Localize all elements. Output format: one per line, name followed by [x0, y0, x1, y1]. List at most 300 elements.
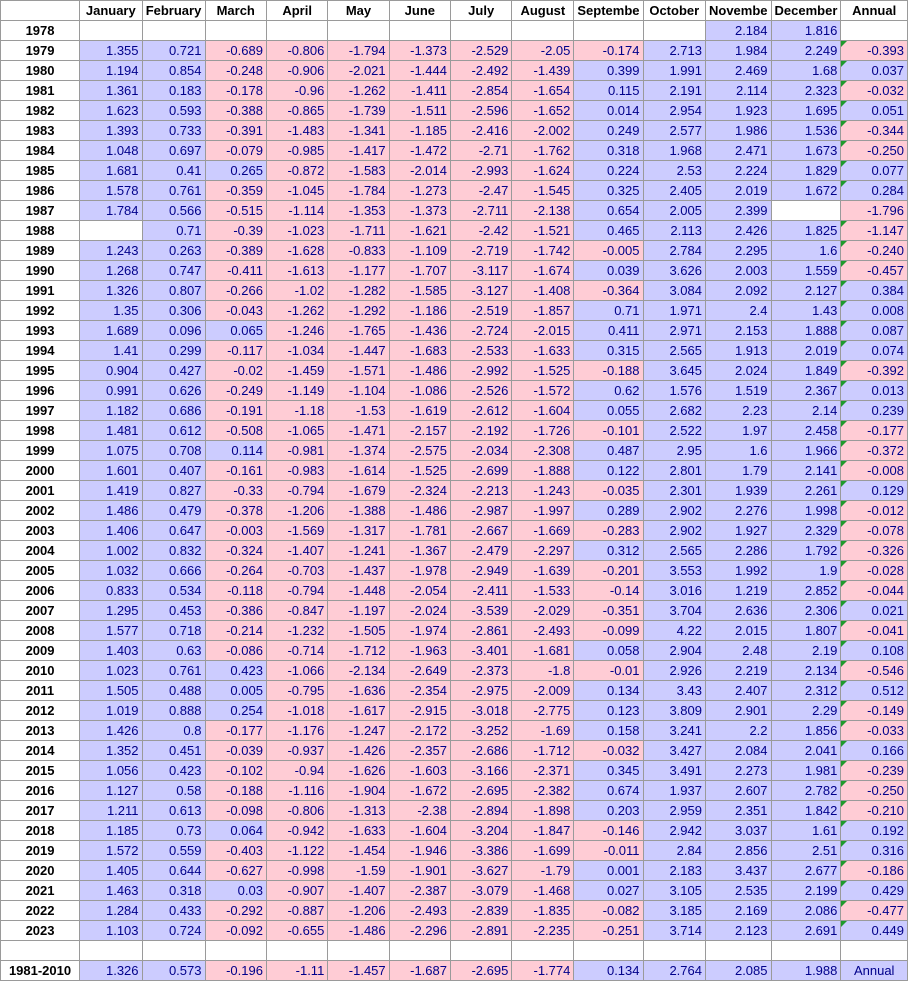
value-cell[interactable]: -0.627 — [205, 861, 266, 881]
baseline-value-cell[interactable]: 0.134 — [574, 961, 643, 981]
value-cell[interactable]: -1.525 — [389, 461, 450, 481]
year-cell[interactable]: 2021 — [1, 881, 80, 901]
value-cell[interactable]: 2.249 — [771, 41, 841, 61]
value-cell[interactable]: 0.058 — [574, 641, 643, 661]
value-cell[interactable]: 2.141 — [771, 461, 841, 481]
value-cell[interactable]: -1.177 — [328, 261, 389, 281]
value-cell[interactable]: 0.991 — [80, 381, 142, 401]
value-cell[interactable]: -1.888 — [512, 461, 574, 481]
value-cell[interactable]: -0.655 — [266, 921, 327, 941]
value-cell[interactable]: 0.249 — [574, 121, 643, 141]
empty-cell[interactable] — [142, 941, 205, 961]
value-cell[interactable]: 0.8 — [142, 721, 205, 741]
year-cell[interactable]: 1981 — [1, 81, 80, 101]
empty-cell[interactable] — [266, 941, 327, 961]
annual-value-cell[interactable]: 0.108 — [841, 641, 908, 661]
value-cell[interactable]: 3.626 — [643, 261, 705, 281]
value-cell[interactable]: -1.086 — [389, 381, 450, 401]
value-cell[interactable]: -1.739 — [328, 101, 389, 121]
value-cell[interactable]: -2.014 — [389, 161, 450, 181]
value-cell[interactable]: -1.571 — [328, 361, 389, 381]
value-cell[interactable]: -1.857 — [512, 301, 574, 321]
value-cell[interactable]: 0.183 — [142, 81, 205, 101]
value-cell[interactable]: -1.437 — [328, 561, 389, 581]
value-cell[interactable]: 2.784 — [643, 241, 705, 261]
annual-value-cell[interactable]: -0.372 — [841, 441, 908, 461]
value-cell[interactable]: -1.454 — [328, 841, 389, 861]
value-cell[interactable]: -2.533 — [451, 341, 512, 361]
value-cell[interactable]: -1.206 — [266, 501, 327, 521]
value-cell[interactable]: 1.019 — [80, 701, 142, 721]
baseline-value-cell[interactable]: -2.695 — [451, 961, 512, 981]
year-cell[interactable]: 1979 — [1, 41, 80, 61]
value-cell[interactable]: -2.029 — [512, 601, 574, 621]
value-cell[interactable]: 0.612 — [142, 421, 205, 441]
year-cell[interactable]: 1989 — [1, 241, 80, 261]
baseline-value-cell[interactable]: -0.196 — [205, 961, 266, 981]
value-cell[interactable]: -0.098 — [205, 801, 266, 821]
column-header[interactable]: April — [266, 1, 327, 21]
value-cell[interactable]: 0.733 — [142, 121, 205, 141]
value-cell[interactable]: -2.975 — [451, 681, 512, 701]
value-cell[interactable]: -0.942 — [266, 821, 327, 841]
annual-value-cell[interactable]: 0.384 — [841, 281, 908, 301]
empty-cell[interactable] — [512, 941, 574, 961]
value-cell[interactable]: -2.667 — [451, 521, 512, 541]
value-cell[interactable]: 1.577 — [80, 621, 142, 641]
value-cell[interactable]: 0.724 — [142, 921, 205, 941]
value-cell[interactable]: -2.213 — [451, 481, 512, 501]
value-cell[interactable]: 0.465 — [574, 221, 643, 241]
value-cell[interactable]: -2.596 — [451, 101, 512, 121]
annual-value-cell[interactable]: 0.239 — [841, 401, 908, 421]
year-cell[interactable]: 1983 — [1, 121, 80, 141]
value-cell[interactable]: 2.53 — [643, 161, 705, 181]
value-cell[interactable]: -3.204 — [451, 821, 512, 841]
value-cell[interactable]: 0.315 — [574, 341, 643, 361]
value-cell[interactable]: -1.712 — [512, 741, 574, 761]
value-cell[interactable]: -1.341 — [328, 121, 389, 141]
value-cell[interactable]: -2.024 — [389, 601, 450, 621]
value-cell[interactable]: -0.39 — [205, 221, 266, 241]
value-cell[interactable]: 1.403 — [80, 641, 142, 661]
value-cell[interactable]: 0.593 — [142, 101, 205, 121]
value-cell[interactable]: -1.765 — [328, 321, 389, 341]
empty-cell[interactable] — [1, 941, 80, 961]
annual-value-cell[interactable]: 0.284 — [841, 181, 908, 201]
value-cell[interactable]: -1.974 — [389, 621, 450, 641]
value-cell[interactable]: 2.607 — [705, 781, 771, 801]
value-cell[interactable]: -0.188 — [205, 781, 266, 801]
value-cell[interactable]: 1.023 — [80, 661, 142, 681]
value-cell[interactable]: 0.122 — [574, 461, 643, 481]
empty-cell[interactable] — [841, 21, 908, 41]
value-cell[interactable]: 0.399 — [574, 61, 643, 81]
value-cell[interactable]: 3.037 — [705, 821, 771, 841]
value-cell[interactable]: 0.833 — [80, 581, 142, 601]
annual-value-cell[interactable]: -0.393 — [841, 41, 908, 61]
value-cell[interactable]: -1.367 — [389, 541, 450, 561]
value-cell[interactable]: -2.711 — [451, 201, 512, 221]
annual-value-cell[interactable]: 0.051 — [841, 101, 908, 121]
value-cell[interactable]: 1.056 — [80, 761, 142, 781]
annual-value-cell[interactable]: 0.192 — [841, 821, 908, 841]
value-cell[interactable]: 1.43 — [771, 301, 841, 321]
baseline-value-cell[interactable]: 1.988 — [771, 961, 841, 981]
value-cell[interactable]: 1.992 — [705, 561, 771, 581]
value-cell[interactable]: 0.325 — [574, 181, 643, 201]
value-cell[interactable]: -1.483 — [266, 121, 327, 141]
value-cell[interactable]: 1.6 — [705, 441, 771, 461]
value-cell[interactable]: -1.232 — [266, 621, 327, 641]
value-cell[interactable]: 3.645 — [643, 361, 705, 381]
value-cell[interactable]: 1.856 — [771, 721, 841, 741]
annual-value-cell[interactable]: 0.449 — [841, 921, 908, 941]
value-cell[interactable]: -1.02 — [266, 281, 327, 301]
value-cell[interactable]: -2.021 — [328, 61, 389, 81]
value-cell[interactable]: 0.718 — [142, 621, 205, 641]
value-cell[interactable]: 2.522 — [643, 421, 705, 441]
value-cell[interactable]: -1.726 — [512, 421, 574, 441]
value-cell[interactable]: 2.29 — [771, 701, 841, 721]
value-cell[interactable]: -1.603 — [389, 761, 450, 781]
value-cell[interactable]: 0.697 — [142, 141, 205, 161]
value-cell[interactable]: 2.904 — [643, 641, 705, 661]
value-cell[interactable]: -0.251 — [574, 921, 643, 941]
value-cell[interactable]: -1.585 — [389, 281, 450, 301]
value-cell[interactable]: -1.904 — [328, 781, 389, 801]
value-cell[interactable]: -1.699 — [512, 841, 574, 861]
value-cell[interactable]: 2.191 — [643, 81, 705, 101]
value-cell[interactable]: -2.411 — [451, 581, 512, 601]
value-cell[interactable]: -1.197 — [328, 601, 389, 621]
value-cell[interactable]: -2.416 — [451, 121, 512, 141]
value-cell[interactable]: 2.471 — [705, 141, 771, 161]
value-cell[interactable]: 0.039 — [574, 261, 643, 281]
value-cell[interactable]: 1.295 — [80, 601, 142, 621]
value-cell[interactable]: -2.861 — [451, 621, 512, 641]
value-cell[interactable]: -2.134 — [328, 661, 389, 681]
value-cell[interactable]: 1.968 — [643, 141, 705, 161]
value-cell[interactable]: -1.997 — [512, 501, 574, 521]
value-cell[interactable]: 0.904 — [80, 361, 142, 381]
value-cell[interactable]: -2.324 — [389, 481, 450, 501]
empty-cell[interactable] — [328, 21, 389, 41]
value-cell[interactable]: 0.096 — [142, 321, 205, 341]
value-cell[interactable]: -2.612 — [451, 401, 512, 421]
value-cell[interactable]: 0.73 — [142, 821, 205, 841]
empty-cell[interactable] — [705, 941, 771, 961]
value-cell[interactable]: -2.575 — [389, 441, 450, 461]
value-cell[interactable]: -0.099 — [574, 621, 643, 641]
column-header[interactable]: Novembe — [705, 1, 771, 21]
annual-value-cell[interactable]: -0.186 — [841, 861, 908, 881]
corner-cell[interactable] — [1, 1, 80, 21]
value-cell[interactable]: -0.403 — [205, 841, 266, 861]
year-cell[interactable]: 1996 — [1, 381, 80, 401]
value-cell[interactable]: -1.762 — [512, 141, 574, 161]
value-cell[interactable]: -1.065 — [266, 421, 327, 441]
value-cell[interactable]: 2.19 — [771, 641, 841, 661]
annual-value-cell[interactable]: 0.013 — [841, 381, 908, 401]
value-cell[interactable]: 1.185 — [80, 821, 142, 841]
annual-value-cell[interactable]: -0.344 — [841, 121, 908, 141]
value-cell[interactable]: 3.241 — [643, 721, 705, 741]
value-cell[interactable]: 1.923 — [705, 101, 771, 121]
value-cell[interactable]: -2.002 — [512, 121, 574, 141]
value-cell[interactable]: 0.708 — [142, 441, 205, 461]
value-cell[interactable]: 1.681 — [80, 161, 142, 181]
value-cell[interactable]: 1.97 — [705, 421, 771, 441]
column-header[interactable]: June — [389, 1, 450, 21]
value-cell[interactable]: 1.243 — [80, 241, 142, 261]
value-cell[interactable]: -1.674 — [512, 261, 574, 281]
value-cell[interactable]: 1.426 — [80, 721, 142, 741]
value-cell[interactable]: 1.672 — [771, 181, 841, 201]
value-cell[interactable]: -0.998 — [266, 861, 327, 881]
value-cell[interactable]: -0.794 — [266, 581, 327, 601]
year-cell[interactable]: 2007 — [1, 601, 80, 621]
value-cell[interactable]: -2.015 — [512, 321, 574, 341]
value-cell[interactable]: -0.703 — [266, 561, 327, 581]
value-cell[interactable]: -2.894 — [451, 801, 512, 821]
value-cell[interactable]: -1.109 — [389, 241, 450, 261]
annual-value-cell[interactable]: 0.077 — [841, 161, 908, 181]
value-cell[interactable]: -1.486 — [389, 361, 450, 381]
column-header[interactable]: October — [643, 1, 705, 21]
value-cell[interactable]: 2.261 — [771, 481, 841, 501]
value-cell[interactable]: 2.856 — [705, 841, 771, 861]
value-cell[interactable]: -1.569 — [266, 521, 327, 541]
value-cell[interactable]: 0.479 — [142, 501, 205, 521]
value-cell[interactable]: 1.673 — [771, 141, 841, 161]
value-cell[interactable]: 1.9 — [771, 561, 841, 581]
value-cell[interactable]: -2.373 — [451, 661, 512, 681]
year-cell[interactable]: 2000 — [1, 461, 80, 481]
value-cell[interactable]: -2.492 — [451, 61, 512, 81]
value-cell[interactable]: 1.572 — [80, 841, 142, 861]
value-cell[interactable]: 1.984 — [705, 41, 771, 61]
value-cell[interactable]: 3.809 — [643, 701, 705, 721]
value-cell[interactable]: -1.681 — [512, 641, 574, 661]
value-cell[interactable]: -1.672 — [389, 781, 450, 801]
value-cell[interactable]: 1.505 — [80, 681, 142, 701]
value-cell[interactable]: 0.888 — [142, 701, 205, 721]
value-cell[interactable]: -3.539 — [451, 601, 512, 621]
value-cell[interactable]: -2.891 — [451, 921, 512, 941]
baseline-value-cell[interactable]: 2.764 — [643, 961, 705, 981]
value-cell[interactable]: -0.079 — [205, 141, 266, 161]
value-cell[interactable]: 2.024 — [705, 361, 771, 381]
value-cell[interactable]: 2.003 — [705, 261, 771, 281]
value-cell[interactable]: -2.839 — [451, 901, 512, 921]
annual-value-cell[interactable]: -0.457 — [841, 261, 908, 281]
value-cell[interactable]: 0.453 — [142, 601, 205, 621]
annual-value-cell[interactable]: 0.512 — [841, 681, 908, 701]
value-cell[interactable]: 2.286 — [705, 541, 771, 561]
value-cell[interactable]: 1.6 — [771, 241, 841, 261]
value-cell[interactable]: -2.354 — [389, 681, 450, 701]
value-cell[interactable]: -0.264 — [205, 561, 266, 581]
value-cell[interactable]: 2.086 — [771, 901, 841, 921]
value-cell[interactable]: -3.252 — [451, 721, 512, 741]
value-cell[interactable]: 2.954 — [643, 101, 705, 121]
value-cell[interactable]: 2.14 — [771, 401, 841, 421]
value-cell[interactable]: 1.937 — [643, 781, 705, 801]
value-cell[interactable]: -0.985 — [266, 141, 327, 161]
value-cell[interactable]: 3.491 — [643, 761, 705, 781]
value-cell[interactable]: 0.289 — [574, 501, 643, 521]
value-cell[interactable]: 3.185 — [643, 901, 705, 921]
value-cell[interactable]: -0.201 — [574, 561, 643, 581]
value-cell[interactable]: 2.48 — [705, 641, 771, 661]
annual-value-cell[interactable]: 0.008 — [841, 301, 908, 321]
value-cell[interactable]: -1.353 — [328, 201, 389, 221]
value-cell[interactable]: -1.116 — [266, 781, 327, 801]
value-cell[interactable]: -0.283 — [574, 521, 643, 541]
value-cell[interactable]: 0.03 — [205, 881, 266, 901]
value-cell[interactable]: 1.219 — [705, 581, 771, 601]
value-cell[interactable]: -0.907 — [266, 881, 327, 901]
value-cell[interactable]: -0.887 — [266, 901, 327, 921]
value-cell[interactable]: -1.604 — [389, 821, 450, 841]
value-cell[interactable]: -2.296 — [389, 921, 450, 941]
value-cell[interactable]: 0.451 — [142, 741, 205, 761]
value-cell[interactable]: -0.865 — [266, 101, 327, 121]
value-cell[interactable]: 1.002 — [80, 541, 142, 561]
value-cell[interactable]: 0.411 — [574, 321, 643, 341]
value-cell[interactable]: -1.633 — [328, 821, 389, 841]
value-cell[interactable]: 1.998 — [771, 501, 841, 521]
value-cell[interactable]: 0.423 — [205, 661, 266, 681]
value-cell[interactable]: -1.114 — [266, 201, 327, 221]
value-cell[interactable]: -2.479 — [451, 541, 512, 561]
value-cell[interactable]: -1.176 — [266, 721, 327, 741]
value-cell[interactable]: -1.18 — [266, 401, 327, 421]
value-cell[interactable]: 2.407 — [705, 681, 771, 701]
annual-value-cell[interactable]: -1.796 — [841, 201, 908, 221]
value-cell[interactable]: -1.439 — [512, 61, 574, 81]
year-cell[interactable]: 2014 — [1, 741, 80, 761]
value-cell[interactable]: 2.902 — [643, 501, 705, 521]
annual-value-cell[interactable]: -0.041 — [841, 621, 908, 641]
value-cell[interactable]: -1.313 — [328, 801, 389, 821]
value-cell[interactable]: 1.268 — [80, 261, 142, 281]
value-cell[interactable]: 1.405 — [80, 861, 142, 881]
value-cell[interactable]: 0.224 — [574, 161, 643, 181]
value-cell[interactable]: 1.927 — [705, 521, 771, 541]
value-cell[interactable]: 2.691 — [771, 921, 841, 941]
value-cell[interactable]: -3.166 — [451, 761, 512, 781]
year-cell[interactable]: 1997 — [1, 401, 80, 421]
annual-value-cell[interactable]: 0.021 — [841, 601, 908, 621]
value-cell[interactable]: -1.633 — [512, 341, 574, 361]
value-cell[interactable]: 0.318 — [142, 881, 205, 901]
value-cell[interactable]: 1.68 — [771, 61, 841, 81]
value-cell[interactable]: 2.4 — [705, 301, 771, 321]
value-cell[interactable]: -2.987 — [451, 501, 512, 521]
value-cell[interactable]: 0.123 — [574, 701, 643, 721]
value-cell[interactable]: -0.086 — [205, 641, 266, 661]
value-cell[interactable]: -0.378 — [205, 501, 266, 521]
value-cell[interactable]: -1.486 — [389, 501, 450, 521]
value-cell[interactable]: 0.318 — [574, 141, 643, 161]
value-cell[interactable]: 2.902 — [643, 521, 705, 541]
value-cell[interactable]: -1.946 — [389, 841, 450, 861]
value-cell[interactable]: -1.241 — [328, 541, 389, 561]
year-cell[interactable]: 1999 — [1, 441, 80, 461]
value-cell[interactable]: -2.719 — [451, 241, 512, 261]
value-cell[interactable]: 1.829 — [771, 161, 841, 181]
value-cell[interactable]: 2.84 — [643, 841, 705, 861]
empty-cell[interactable] — [80, 221, 142, 241]
value-cell[interactable]: 1.127 — [80, 781, 142, 801]
empty-cell[interactable] — [643, 941, 705, 961]
empty-cell[interactable] — [142, 21, 205, 41]
baseline-value-cell[interactable]: 2.085 — [705, 961, 771, 981]
value-cell[interactable]: 2.092 — [705, 281, 771, 301]
column-header[interactable]: July — [451, 1, 512, 21]
column-header[interactable]: March — [205, 1, 266, 21]
year-cell[interactable]: 2004 — [1, 541, 80, 561]
value-cell[interactable]: -1.104 — [328, 381, 389, 401]
value-cell[interactable]: -1.545 — [512, 181, 574, 201]
value-cell[interactable]: 2.041 — [771, 741, 841, 761]
value-cell[interactable]: 2.23 — [705, 401, 771, 421]
value-cell[interactable]: 1.578 — [80, 181, 142, 201]
value-cell[interactable]: -1.614 — [328, 461, 389, 481]
value-cell[interactable]: 0.647 — [142, 521, 205, 541]
value-cell[interactable]: 0.761 — [142, 661, 205, 681]
value-cell[interactable]: -2.724 — [451, 321, 512, 341]
value-cell[interactable]: 0.674 — [574, 781, 643, 801]
value-cell[interactable]: -0.178 — [205, 81, 266, 101]
value-cell[interactable]: 0.63 — [142, 641, 205, 661]
empty-cell[interactable] — [80, 941, 142, 961]
value-cell[interactable]: -1.407 — [328, 881, 389, 901]
value-cell[interactable]: 1.888 — [771, 321, 841, 341]
value-cell[interactable]: -1.613 — [266, 261, 327, 281]
value-cell[interactable]: 2.469 — [705, 61, 771, 81]
value-cell[interactable]: 2.323 — [771, 81, 841, 101]
value-cell[interactable]: -1.79 — [512, 861, 574, 881]
value-cell[interactable]: -1.034 — [266, 341, 327, 361]
value-cell[interactable]: 1.986 — [705, 121, 771, 141]
empty-cell[interactable] — [771, 941, 841, 961]
value-cell[interactable]: 0.71 — [574, 301, 643, 321]
value-cell[interactable]: -1.206 — [328, 901, 389, 921]
year-cell[interactable]: 2019 — [1, 841, 80, 861]
value-cell[interactable]: -0.359 — [205, 181, 266, 201]
value-cell[interactable]: -2.519 — [451, 301, 512, 321]
value-cell[interactable]: -0.035 — [574, 481, 643, 501]
value-cell[interactable]: -0.389 — [205, 241, 266, 261]
annual-value-cell[interactable]: 0.166 — [841, 741, 908, 761]
value-cell[interactable]: -0.937 — [266, 741, 327, 761]
baseline-value-cell[interactable]: -1.687 — [389, 961, 450, 981]
value-cell[interactable]: -1.122 — [266, 841, 327, 861]
baseline-value-cell[interactable]: -1.774 — [512, 961, 574, 981]
value-cell[interactable]: -0.806 — [266, 801, 327, 821]
value-cell[interactable]: -0.191 — [205, 401, 266, 421]
value-cell[interactable]: -1.149 — [266, 381, 327, 401]
value-cell[interactable]: -2.71 — [451, 141, 512, 161]
value-cell[interactable]: -1.511 — [389, 101, 450, 121]
value-cell[interactable]: 3.437 — [705, 861, 771, 881]
value-cell[interactable]: 2.565 — [643, 541, 705, 561]
value-cell[interactable]: 1.032 — [80, 561, 142, 581]
value-cell[interactable]: -1.282 — [328, 281, 389, 301]
